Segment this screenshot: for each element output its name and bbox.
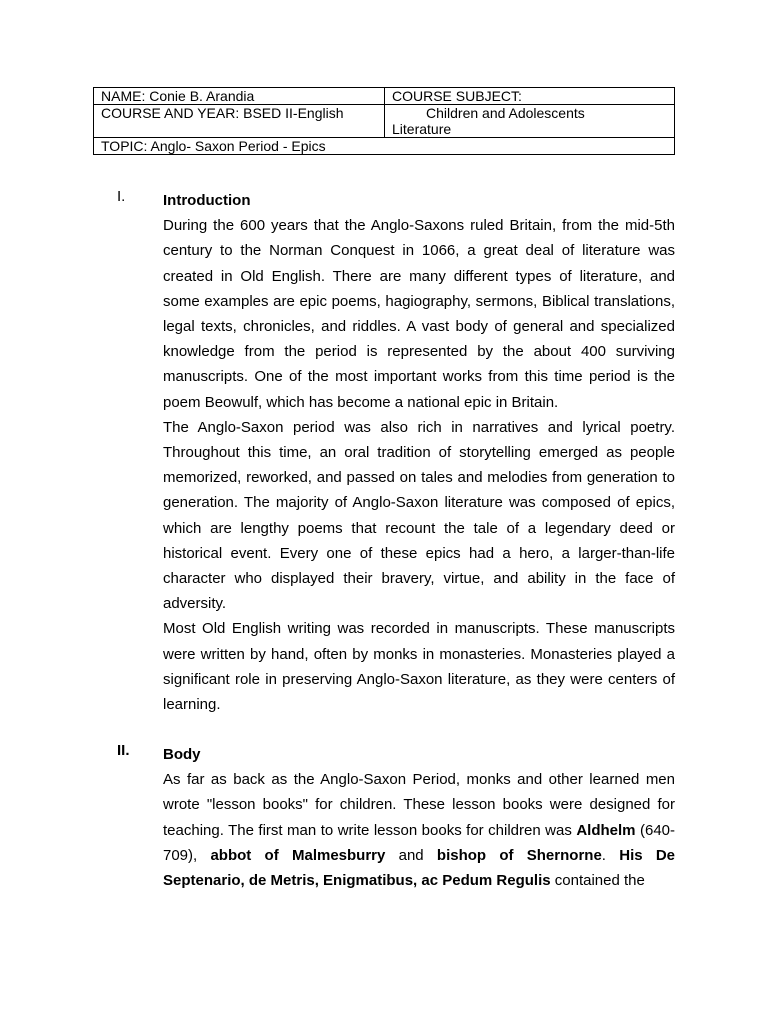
section-body (117, 742, 675, 893)
body-text: As far as back as the Anglo-Saxon Period, monks and other learned men wrote "lesson books" for children. These lesson books were designed for teaching. The first man to write lesson books for children was (163, 771, 675, 839)
section-number: I. (117, 188, 126, 205)
body-text: (640-709), (163, 821, 675, 864)
course-subject-label-cell: COURSE SUBJECT: (385, 88, 675, 105)
body-text: contained the (550, 872, 645, 890)
section-number: II. (117, 742, 130, 759)
author-title: abbot of Malmesburry (210, 846, 386, 864)
work-title: His De Septenario, de Metris, Enigmatibus, ac Pedum Regulis (163, 846, 676, 890)
course-subject-line1: Children and Adolescents (426, 105, 585, 121)
section-introduction (117, 188, 675, 717)
paragraph: Most Old English writing was recorded in manuscripts. These manuscripts were written by hand, often by monks in monasteries. Monasteries played a significant role in preserving Anglo-Saxon literature, as they were centers of learning. (163, 620, 675, 714)
course-year-cell: COURSE AND YEAR: BSED II-English (94, 105, 385, 138)
paragraph: During the 600 years that the Anglo-Saxons ruled Britain, from the mid-5th century to the Norman Conquest in 1066, a great deal of literature was created in Old English. There are many different types of literature, and some examples are epic poems, hagiography, sermons, Biblical translations, legal texts, chronicles, and riddles. A vast body of general and specialized knowledge from the period is represented by the about 400 surviving manuscripts. One of the most important works from this time period is the poem Beowulf, which has become a national epic in Britain. (163, 217, 675, 411)
course-subject-cell (385, 105, 675, 138)
header-table (93, 87, 675, 155)
topic-cell: TOPIC: Anglo- Saxon Period - Epics (94, 138, 675, 155)
author-name: Aldhelm (576, 821, 636, 839)
section-title: Introduction (163, 192, 251, 209)
author-title: bishop of Shernorne (436, 846, 602, 864)
body-text: and (385, 846, 437, 864)
section-title: Body (163, 746, 201, 763)
name-cell: NAME: Conie B. Arandia (94, 88, 385, 105)
paragraph: The Anglo-Saxon period was also rich in narratives and lyrical poetry. Throughout this time, an oral tradition of storytelling emerged as people memorized, reworked, and passed on tales and melodies from generation to generation. The majority of Anglo-Saxon literature was composed of epics, which are lengthy poems that recount the tale of a legendary deed or historical event. Every one of these epics had a hero, a larger-than-life character who displayed their bravery, virtue, and ability in the face of adversity. (163, 418, 675, 613)
paragraph (163, 767, 675, 893)
course-subject-line2: Literature (392, 121, 452, 137)
body-text: . (601, 846, 620, 864)
